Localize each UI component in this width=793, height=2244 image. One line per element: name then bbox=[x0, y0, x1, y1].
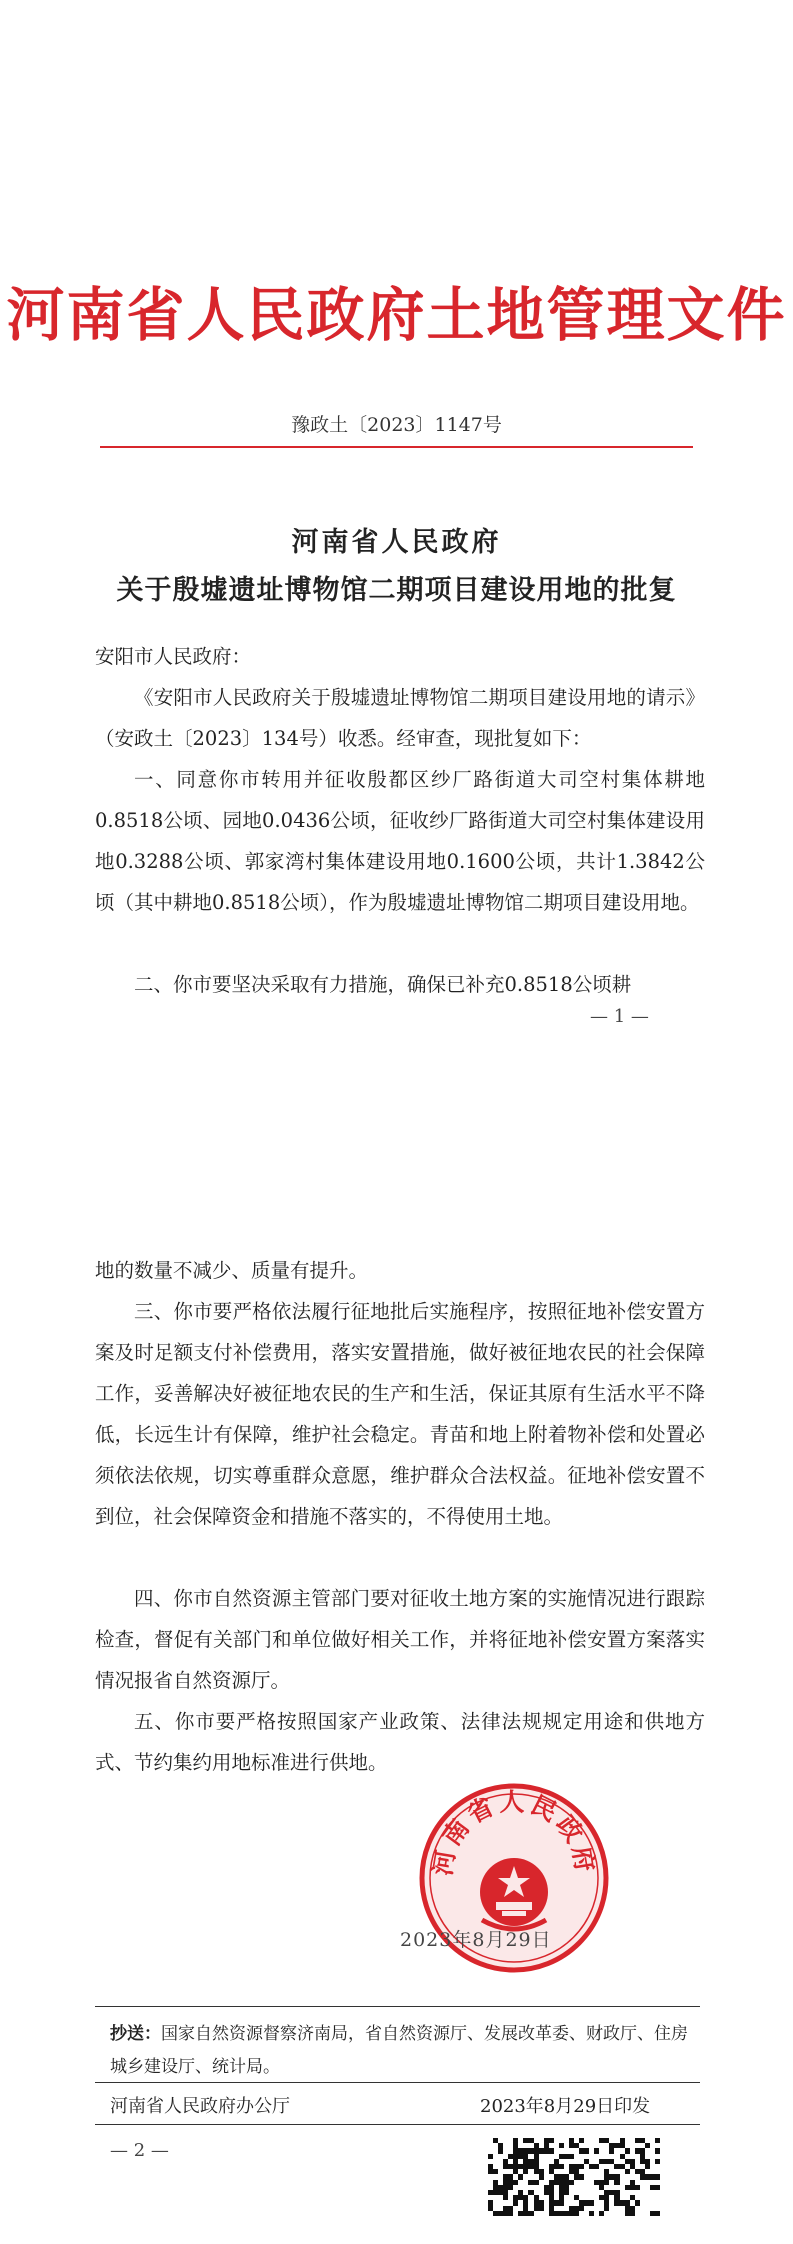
cc-label: 抄送： bbox=[110, 2024, 161, 2044]
divider-line bbox=[95, 2124, 700, 2125]
divider-line bbox=[95, 2006, 700, 2007]
body-paragraph: 四、你市自然资源主管部门要对征收土地方案的实施情况进行跟踪检查，督促有关部门和单位做好相关工作，并将征地补偿安置方案落实情况报省自然资源厅。 bbox=[95, 1587, 705, 1692]
print-date: 2023年8月29日印发 bbox=[480, 2096, 651, 2117]
issuer-heading: 河南省人民政府 bbox=[291, 527, 502, 558]
document-number: 豫政土〔2023〕1147号 bbox=[291, 414, 502, 436]
body-paragraph: 二、你市要坚决采取有力措施，确保已补充0.8518公顷耕 bbox=[134, 973, 632, 996]
body-paragraph: 《安阳市人民政府关于殷墟遗址博物馆二期项目建设用地的请示》（安政土〔2023〕134号）收悉。经审查，现批复如下： bbox=[95, 686, 705, 750]
cc-list bbox=[110, 2018, 700, 2084]
body-paragraph: 五、你市要严格按照国家产业政策、法律法规规定用途和供地方式、节约集约用地标准进行供地。 bbox=[95, 1710, 705, 1774]
red-divider-line bbox=[100, 446, 693, 448]
cc-recipients: 国家自然资源督察济南局，省自然资源厅、发展改革委、财政厅、住房城乡建设厅、统计局。 bbox=[110, 2024, 688, 2077]
salutation: 安阳市人民政府： bbox=[95, 645, 252, 668]
document-subject-heading: 关于殷墟遗址博物馆二期项目建设用地的批复 bbox=[116, 575, 677, 606]
page-number: — 2 — bbox=[110, 2140, 169, 2161]
document-header-title: 河南省人民政府土地管理文件 bbox=[6, 281, 787, 349]
seal-text: 河南省人民政府 bbox=[427, 1787, 601, 1878]
divider-line bbox=[95, 2082, 700, 2083]
body-paragraph: 一、同意你市转用并征收殷都区纱厂路街道大司空村集体耕地0.8518公顷、园地0.0436公顷，征收纱厂路街道大司空村集体建设用地0.3288公顷、郭家湾村集体建设用地0.1600公顷，共计1.3842公顷（其中耕地0.8518公顷），作为殷墟遗址博物馆二期项目建设用地。 bbox=[95, 768, 705, 914]
page-number: — 1 — bbox=[590, 1006, 649, 1027]
barcode-icon bbox=[488, 2138, 660, 2216]
signature-date: 2023年8月29日 bbox=[400, 1929, 552, 1951]
body-paragraph: 地的数量不减少、质量有提升。 bbox=[95, 1259, 369, 1282]
issuing-office: 河南省人民政府办公厅 bbox=[110, 2096, 290, 2117]
body-paragraph: 三、你市要严格依法履行征地批后实施程序，按照征地补偿安置方案及时足额支付补偿费用，落实安置措施，做好被征地农民的社会保障工作，妥善解决好被征地农民的生产和生活，保证其原有生活水平不降低，长远生计有保障，维护社会稳定。青苗和地上附着物补偿和处置必须依法依规，切实尊重群众意愿，维护群众合法权益。征地补偿安置不到位，社会保障资金和措施不落实的，不得使用土地。 bbox=[95, 1300, 705, 1528]
